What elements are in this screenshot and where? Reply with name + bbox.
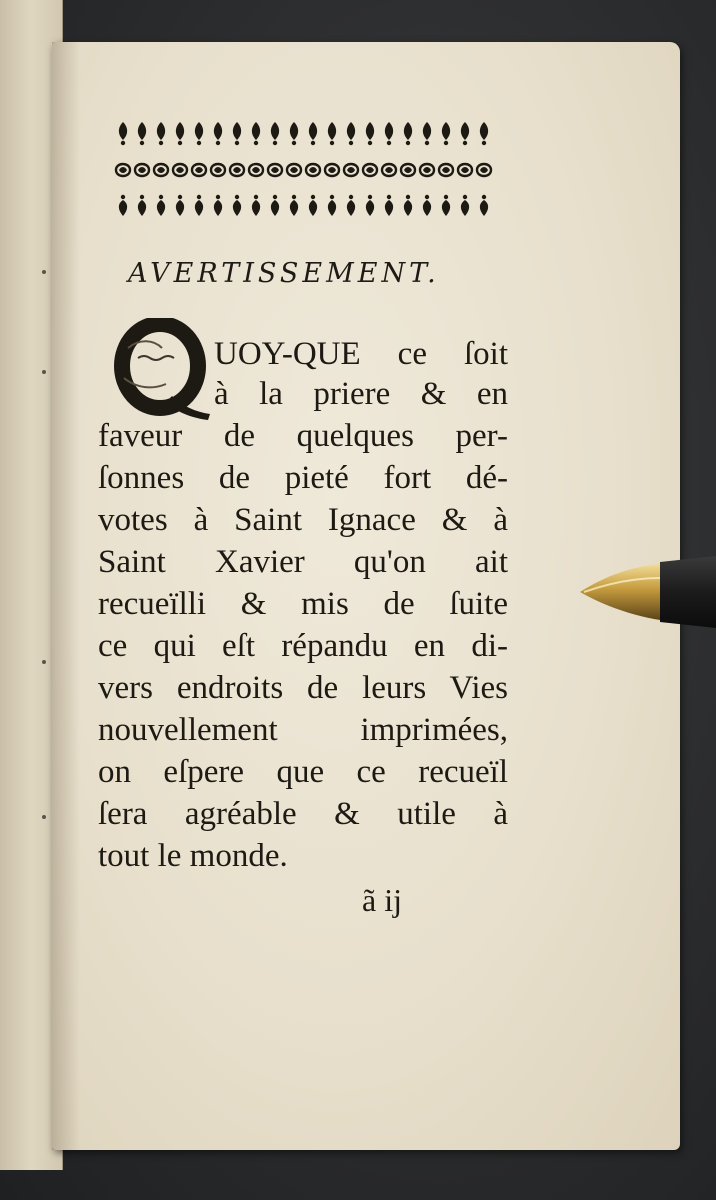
page-gutter-shadow xyxy=(52,42,80,1150)
text-line: on eſpere que ce recueïl xyxy=(98,754,508,790)
ornament-row-bottom xyxy=(119,195,488,216)
text-line-last: tout le monde. xyxy=(98,838,288,874)
page-heading: AVERTISSEMENT. xyxy=(128,258,440,289)
text-line: Saint Xavier qu'on ait xyxy=(98,544,508,580)
text-line: ſera agréable & utile à xyxy=(98,796,508,832)
ornament-row-top xyxy=(119,122,488,145)
page-speck xyxy=(42,660,46,664)
page-speck xyxy=(42,370,46,374)
page-speck xyxy=(42,815,46,819)
fleuron-band-icon xyxy=(112,120,507,226)
signature-mark: ã ij xyxy=(362,882,402,918)
text-line: faveur de quelques per- xyxy=(98,418,508,454)
ornament-row-middle xyxy=(116,164,491,176)
text-line: nouvellement imprimées, xyxy=(98,712,508,748)
text-line: recueïlli & mis de ſuite xyxy=(98,586,508,622)
text-line: ſonnes de pieté fort dé- xyxy=(98,460,508,496)
text-line: UOY-QUE ce ſoit xyxy=(214,336,508,372)
decorated-initial-q xyxy=(110,318,214,422)
brass-pointer-icon xyxy=(578,552,716,632)
page-speck xyxy=(42,270,46,274)
text-line: à la priere & en xyxy=(214,376,508,412)
text-line: votes à Saint Ignace & à xyxy=(98,502,508,538)
text-line: vers endroits de leurs Vies xyxy=(98,670,508,706)
text-line: ce qui eſt répandu en di- xyxy=(98,628,508,664)
